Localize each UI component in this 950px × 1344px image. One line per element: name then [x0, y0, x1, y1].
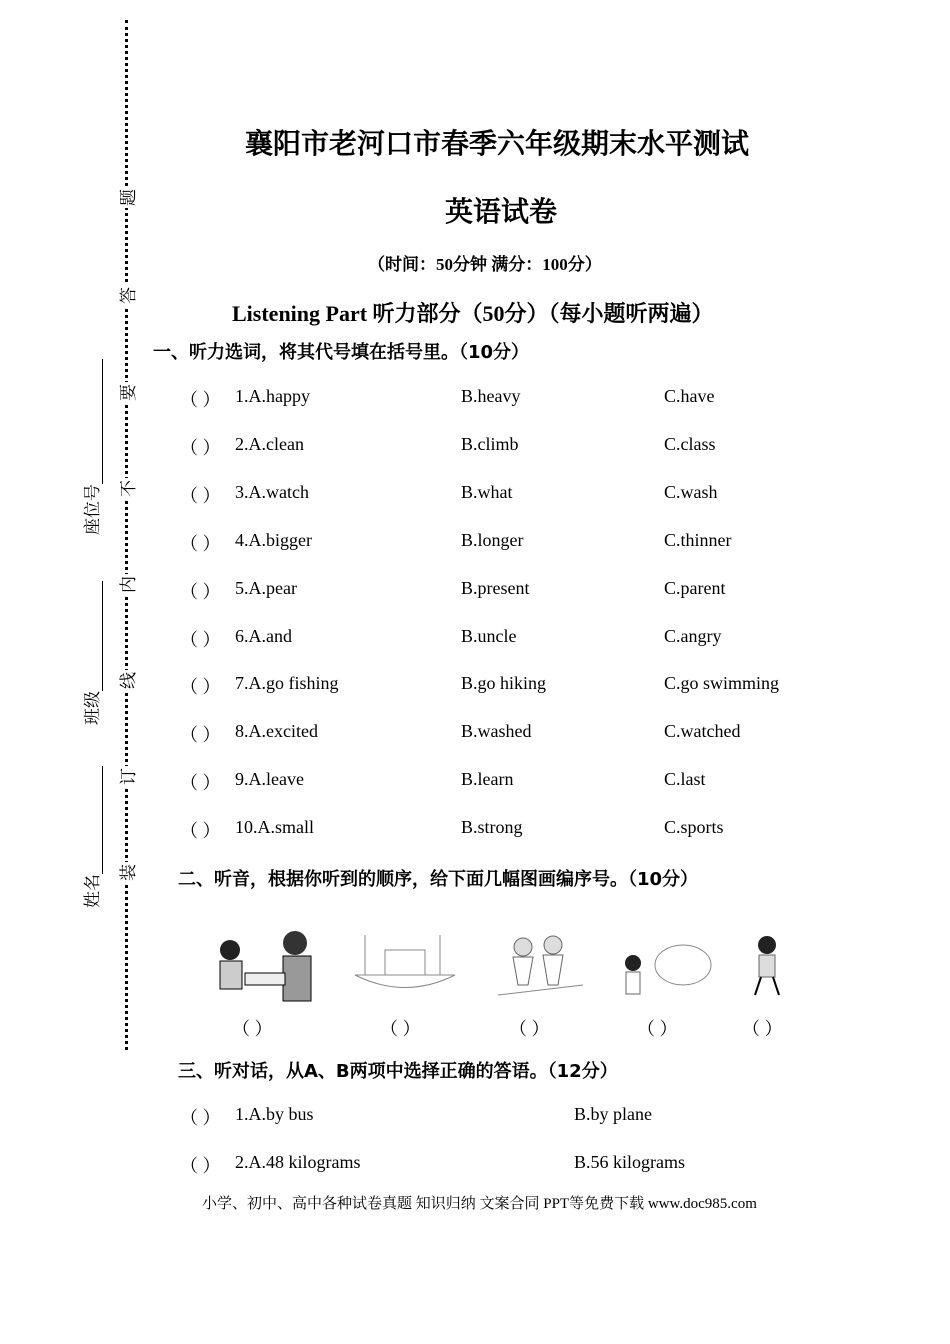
class-label: 班级: [83, 691, 103, 725]
binding-char: 线: [114, 670, 139, 691]
section2-heading: 二、听音，根据你听到的顺序，给下面几幅图画编序号。（10分）: [178, 869, 699, 890]
section1-heading: 一、听力选词，将其代号填在括号里。（10分）: [153, 342, 530, 363]
answer-bracket[interactable]: （ ）: [180, 533, 221, 554]
picture-answer-bracket[interactable]: （ ）: [509, 1019, 550, 1039]
option-c: C.wash: [664, 481, 718, 502]
answer-bracket[interactable]: （ ）: [180, 725, 221, 746]
picture-child-with-elephant: [618, 925, 718, 1005]
binding-char: 答: [114, 285, 139, 306]
option-a: 4.A.bigger: [235, 529, 312, 550]
name-blank[interactable]: [84, 766, 103, 874]
option-b: B.heavy: [461, 386, 521, 406]
option-b: B.present: [461, 577, 530, 598]
option-c: C.sports: [664, 817, 724, 838]
option-b: B.longer: [461, 529, 524, 550]
option-b: B.by plane: [574, 1104, 652, 1124]
option-c: C.go swimming: [664, 673, 780, 694]
option-a: 2.A.48 kilograms: [235, 1152, 361, 1172]
picture-answer-bracket[interactable]: （ ）: [637, 1019, 678, 1039]
option-a: 1.A.happy: [235, 386, 310, 406]
option-a: 9.A.leave: [235, 769, 304, 790]
seat-label: 座位号: [83, 484, 103, 535]
section3-heading: 三、听对话，从A、B两项中选择正确的答语。（12分）: [178, 1061, 618, 1082]
answer-bracket[interactable]: （ ）: [180, 1156, 221, 1176]
answer-bracket[interactable]: （ ）: [180, 581, 221, 602]
binding-char: 订: [114, 766, 139, 787]
option-a: 3.A.watch: [235, 481, 309, 502]
option-a: 7.A.go fishing: [235, 673, 339, 694]
option-b: B.what: [461, 481, 513, 502]
picture-answer-bracket[interactable]: （ ）: [380, 1019, 421, 1039]
option-b: B.go hiking: [461, 673, 547, 694]
exam-info: （时间：50分钟 满分：100分）: [368, 255, 602, 274]
option-a: 2.A.clean: [235, 433, 304, 454]
binding-char: 装: [114, 862, 139, 883]
option-a: 8.A.excited: [235, 721, 318, 742]
name-label: 姓名: [83, 874, 103, 908]
class-field[interactable]: [78, 581, 103, 725]
exam-title: 襄阳市老河口市春季六年级期末水平测试: [245, 127, 750, 160]
option-c: C.class: [664, 433, 716, 454]
answer-bracket[interactable]: （ ）: [180, 677, 221, 698]
option-c: C.watched: [664, 721, 741, 742]
binding-dotted-line: [125, 20, 128, 1050]
answer-bracket[interactable]: （ ）: [180, 1108, 221, 1128]
option-c: C.parent: [664, 577, 726, 598]
seat-number-field[interactable]: [78, 359, 103, 535]
option-b: B.strong: [461, 817, 523, 838]
class-blank[interactable]: [84, 581, 103, 691]
answer-bracket[interactable]: （ ）: [180, 821, 221, 842]
binding-char: 题: [114, 187, 139, 208]
answer-bracket[interactable]: （ ）: [180, 773, 221, 794]
binding-char: 不: [114, 478, 139, 499]
option-b: B.56 kilograms: [574, 1152, 685, 1172]
seat-blank[interactable]: [84, 359, 103, 484]
option-c: C.thinner: [664, 529, 732, 550]
binding-char: 要: [114, 382, 139, 403]
option-a: 1.A.by bus: [235, 1104, 314, 1124]
answer-bracket[interactable]: （ ）: [180, 629, 221, 650]
exam-subtitle: 英语试卷: [445, 195, 558, 228]
answer-bracket[interactable]: （ ）: [180, 437, 221, 458]
option-a: 6.A.and: [235, 625, 292, 646]
picture-children-with-teacher: [205, 925, 325, 1005]
answer-bracket[interactable]: （ ）: [180, 485, 221, 506]
binding-char: 内: [114, 574, 139, 595]
part-heading: Listening Part 听力部分（50分）（每小题听两遍）: [232, 301, 714, 326]
name-field[interactable]: [78, 766, 103, 908]
picture-children-skiing: [488, 925, 593, 1005]
option-b: B.uncle: [461, 625, 517, 646]
footer-text: 小学、初中、高中各种试卷真题 知识归纳 文案合同 PPT等免费下载 www.doc985.com: [202, 1196, 757, 1212]
option-a: 5.A.pear: [235, 577, 297, 598]
answer-bracket[interactable]: （ ）: [180, 390, 221, 410]
option-c: C.angry: [664, 625, 722, 646]
option-a: 10.A.small: [235, 817, 314, 838]
picture-answer-bracket[interactable]: （ ）: [232, 1019, 273, 1039]
option-c: C.last: [664, 769, 706, 790]
picture-answer-bracket[interactable]: （ ）: [742, 1019, 783, 1039]
option-c: C.have: [664, 386, 715, 406]
picture-boat: [350, 925, 460, 1005]
option-b: B.washed: [461, 721, 532, 742]
picture-girl-running: [745, 925, 790, 1005]
option-b: B.learn: [461, 769, 514, 790]
option-b: B.climb: [461, 433, 519, 454]
